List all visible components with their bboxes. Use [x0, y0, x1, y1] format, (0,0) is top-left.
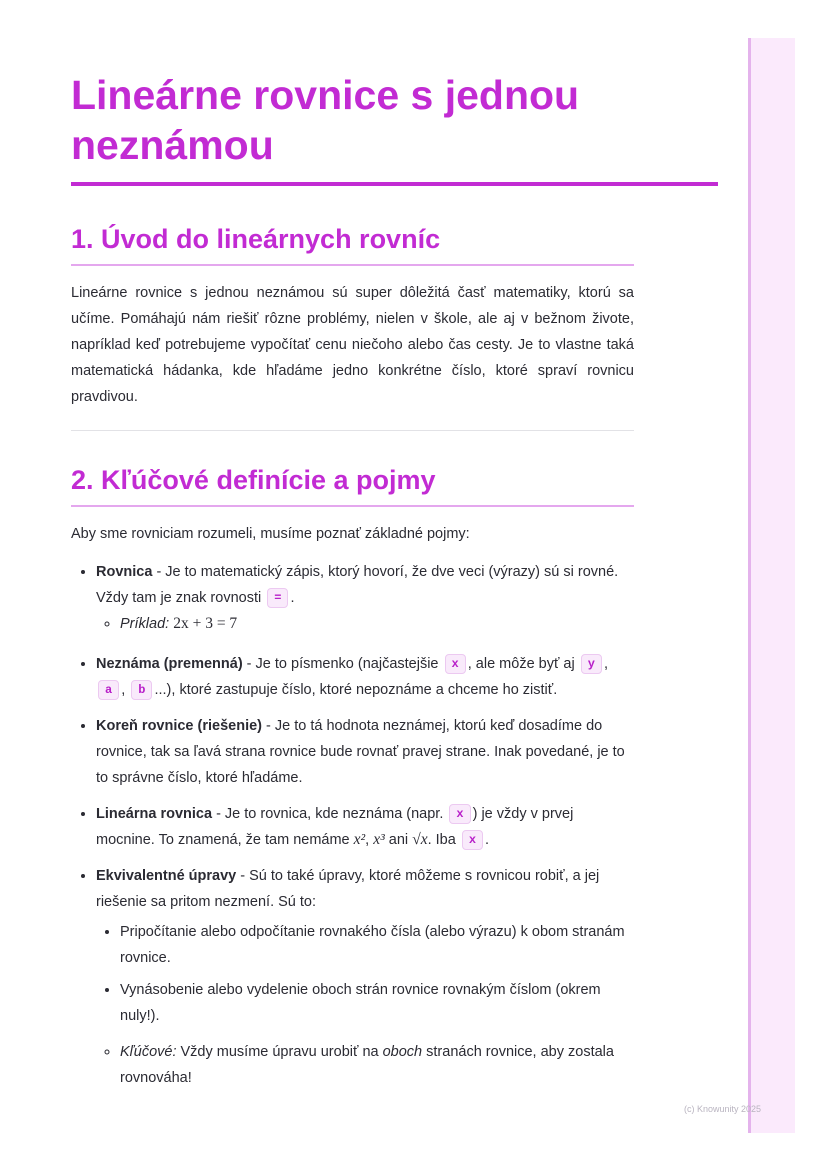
page-title: Lineárne rovnice s jednou neznámou — [71, 72, 580, 168]
sub-item: • Vynásobenie alebo vydelenie oboch strán rovnice rovnakým číslom (okrem nuly!). — [120, 977, 634, 1029]
definitions-intro: Aby sme rovniciam rozumeli, musíme poznať základné pojmy: — [71, 526, 470, 542]
definition-text: - Je to písmenko (najčastejšie — [242, 656, 443, 672]
definition-text: - Je to tá hodnota neznámej, ktorú keď dosadíme do rovnice, tak sa ľavá strana rovnice bude rovnať pravej strane. Inak povedané, je to to správne číslo, ktoré hľadáme. — [96, 718, 625, 786]
section-divider — [71, 430, 634, 431]
list-item: • Neznáma (premenná) - Je to písmenko (najčastejšie x , ale môže byť aj y , a , b ...), ktoré zastupuje číslo, ktoré nepoznáme a chceme ho zistiť. — [96, 651, 634, 703]
note-emphasis: oboch — [382, 1044, 423, 1060]
inline-code: y — [581, 654, 602, 674]
note-label: Kľúčové: — [120, 1044, 177, 1060]
note-text: Vždy musíme úpravu urobiť na — [176, 1044, 383, 1060]
note-item — [120, 1039, 634, 1091]
section-heading-intro: 1. Úvod do lineárnych rovníc — [71, 224, 441, 254]
copyright-footer: (c) Knowunity 2025 — [684, 1104, 762, 1114]
definition-text: ) je vždy v prvej mocnine. To znamená, že tam nemáme — [96, 806, 574, 848]
example-item — [120, 611, 634, 637]
term: Rovnica — [96, 564, 153, 580]
math-expression: x² — [353, 831, 366, 848]
decorative-sidebar — [748, 38, 795, 1133]
math-expression: √x — [412, 831, 428, 848]
sub-item: • Pripočítanie alebo odpočítanie rovnakého čísla (alebo výrazu) k obom stranám rovnice. — [120, 919, 634, 971]
heading-divider — [71, 264, 634, 266]
inline-code: x — [445, 654, 466, 674]
inline-code: a — [98, 680, 119, 700]
definition-text: ani — [384, 832, 413, 848]
intro-paragraph: Lineárne rovnice s jednou neznámou sú super dôležitá časť matematiky, ktorú sa učíme. Pomáhajú nám riešiť rôzne problémy, nielen v škole, ale aj v bežnom živote, napríklad keď potrebujeme vypočítať cenu niečoho alebo čas cesty. Je to vlastne taká matematická hádanka, kde hľadáme jedno konkrétne číslo, ktoré spraví rovnicu pravdivou. — [71, 285, 634, 405]
list-item — [96, 713, 634, 791]
term: Lineárna rovnica — [96, 806, 213, 822]
inline-code: x — [462, 830, 483, 850]
term: Koreň rovnice (riešenie) — [96, 718, 262, 734]
inline-code: b — [131, 680, 152, 700]
inline-code: = — [267, 588, 288, 608]
definitions-list — [71, 559, 634, 1091]
section-heading-definitions: 2. Kľúčové definície a pojmy — [71, 465, 436, 495]
heading-divider — [71, 505, 634, 507]
definition-text: - Je to matematický zápis, ktorý hovorí, že dve veci (výrazy) sú si rovné. Vždy tam je znak rovnosti — [96, 564, 619, 606]
definition-text: - Sú to také úpravy, ktoré môžeme s rovnicou robiť, a jej riešenie sa pritom nezmení. Sú to: — [96, 868, 600, 910]
definition-text: . Iba — [427, 832, 460, 848]
sub-list — [96, 919, 634, 1029]
definition-text: , ale môže byť aj — [467, 656, 579, 672]
term: Neznáma (premenná) — [96, 656, 243, 672]
list-item — [96, 559, 634, 637]
math-expression: x³ — [373, 831, 385, 848]
note-text: stranách rovnice, aby zostala rovnováha! — [120, 1044, 614, 1086]
note-list — [96, 1039, 634, 1091]
list-item — [96, 863, 634, 1091]
example-equation: 2x + 3 = 7 — [173, 615, 238, 632]
term: Ekvivalentné úpravy — [96, 868, 237, 884]
sub-list — [96, 611, 634, 637]
document — [71, 70, 634, 1101]
inline-code: x — [449, 804, 470, 824]
definition-text: - Je to rovnica, kde neznáma (napr. — [212, 806, 448, 822]
definition-text: ...), ktoré zastupuje číslo, ktoré nepoznáme a chceme ho zistiť. — [154, 682, 558, 698]
list-item: • Lineárna rovnica - Je to rovnica, kde neznáma (napr. x ) je vždy v prvej mocnine. To znamená, že tam nemáme x², x³ ani √x. Iba x . — [96, 801, 634, 853]
title-divider — [71, 182, 718, 186]
example-label: Príklad: — [120, 616, 170, 632]
definition-text: . — [290, 590, 295, 606]
definition-text: . — [485, 832, 490, 848]
